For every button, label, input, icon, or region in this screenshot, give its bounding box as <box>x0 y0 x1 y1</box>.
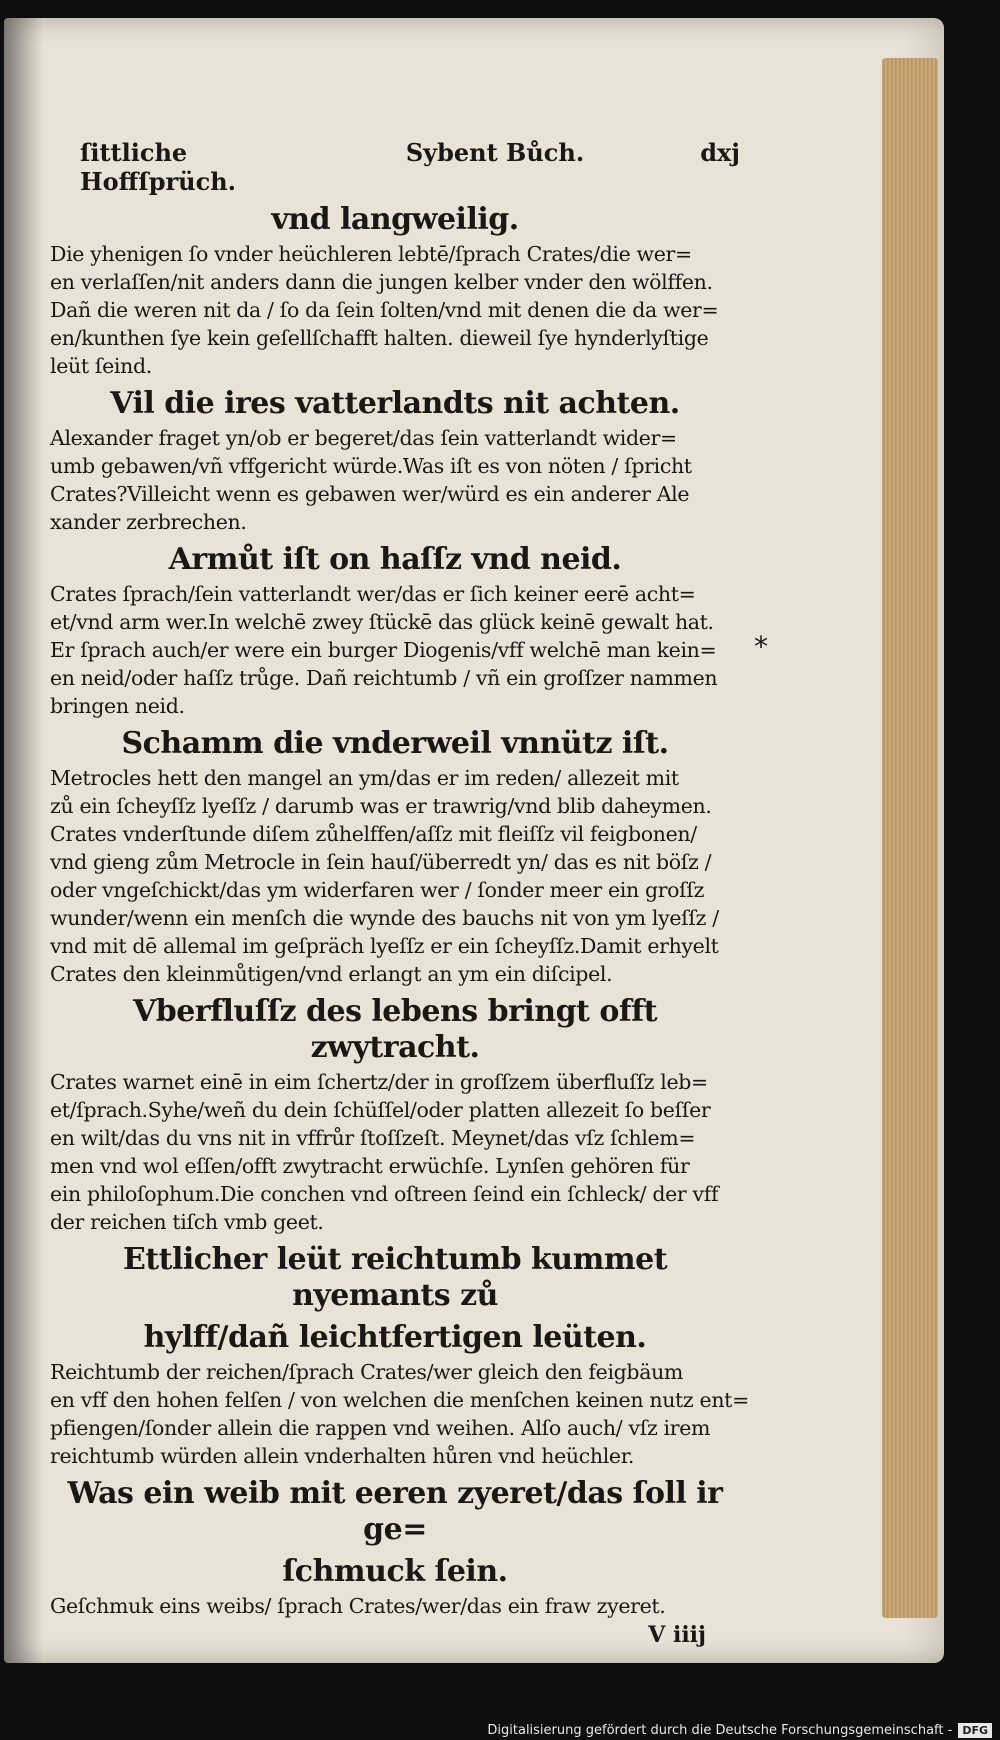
text-line: wunder/wenn ein menſch die wynde des bauchs nit von ym lyeſſz / <box>50 906 719 930</box>
text-line: Crates den kleinmůtigen/vnd erlangt an ym ein diſcipel. <box>50 962 613 986</box>
text-line: et/ſprach.Syhe/weñ du dein ſchüſſel/oder platten allezeit ſo beſſer <box>50 1098 711 1122</box>
text-line: vnd gieng zům Metrocle in ſein hauſ/überredt yn/ das es nit böſz / <box>50 850 712 874</box>
text-line: umb gebawen/vñ vffgericht würde.Was iſt es von nöten / ſpricht <box>50 454 692 478</box>
text-line: Alexander fraget yn/ob er begeret/das ſein vatterlandt wider= <box>50 426 677 450</box>
section <box>50 726 740 988</box>
section-heading: Schamm die vnderweil vnnütz iſt. <box>121 726 669 761</box>
footer-text: Digitalisierung gefördert durch die Deutsche Forschungsgemeinschaft - <box>487 1723 953 1738</box>
running-head <box>80 138 740 196</box>
section-heading: Vberfluſſz des lebens bringt offt zwytracht. <box>132 994 658 1065</box>
section-heading: Vil die ires vatterlandts nit achten. <box>110 386 680 421</box>
text-line: Die yhenigen ſo vnder heüchleren lebtē/ſprach Crates/die wer= <box>50 242 692 266</box>
margin-asterisk: * <box>754 630 768 663</box>
text-line: pfiengen/ſonder allein die rappen vnd weihen. Alſo auch/ vſz irem <box>50 1416 711 1440</box>
section <box>50 1242 749 1470</box>
text-line: Crates vnderſtunde diſem zůhelffen/aſſz mit fleiſſz vil feigbonen/ <box>50 822 697 846</box>
text-line: ein philoſophum.Die conchen vnd oſtreen ſeind ein ſchleck/ der vff <box>50 1182 719 1206</box>
section-heading: Was ein weib mit eeren zyeret/das ſoll ir ge= <box>67 1476 723 1547</box>
signature-mark: V iiij <box>648 1622 706 1648</box>
section <box>50 542 740 720</box>
section-heading-continued: hylff/dañ leichtfertigen leüten. <box>143 1320 647 1355</box>
section-heading: Ettlicher leüt reichtumb kummet nyemants zů <box>122 1242 668 1313</box>
text-line: leüt ſeind. <box>50 354 152 378</box>
section-heading-continued: ſchmuck ſein. <box>282 1554 508 1589</box>
gutter-shadow <box>4 18 44 1663</box>
text-line: vnd mit dē allemal im geſpräch lyeſſz er ein ſcheyſſz.Damit erhyelt <box>50 934 719 958</box>
section <box>50 202 740 380</box>
text-line: en wilt/das du vns nit in vffrůr ſtoſſzeſt. Meynet/das vſz ſchlem= <box>50 1126 696 1150</box>
text-line: Crates ſprach/ſein vatterlandt wer/das er ſich keiner eerē acht= <box>50 582 696 606</box>
text-line: Metrocles hett den mangel an ym/das er im reden/ allezeit mit <box>50 766 679 790</box>
dfg-logo: DFG <box>958 1723 992 1738</box>
text-line: en neid/oder haſſz trůge. Dañ reichtumb / vñ ein groſſzer nammen <box>50 666 718 690</box>
digitization-footer <box>487 1723 992 1738</box>
text-line: et/vnd arm wer.In welchē zwey ſtückē das glück keinē gewalt hat. <box>50 610 714 634</box>
section <box>50 1476 740 1620</box>
text-line: Crates warnet einē in eim ſchertz/der in groſſzem überfluſſz leb= <box>50 1070 708 1094</box>
text-line: xander zerbrechen. <box>50 510 247 534</box>
text-line: en verlaſſen/nit anders dann die jungen kelber vnder den wölffen. <box>50 270 713 294</box>
running-head-left: ſittliche Hoffſprüch. <box>80 138 236 196</box>
section <box>50 994 740 1236</box>
text-line: en/kunthen ſye kein geſellſchafft halten. dieweil ſye hynderlyſtige <box>50 326 709 350</box>
text-line: Dañ die weren nit da / ſo da ſein ſolten/vnd mit denen die da wer= <box>50 298 719 322</box>
text-line: Geſchmuk eins weibs/ ſprach Crates/wer/das ein fraw zyeret. <box>50 1594 666 1618</box>
book-page <box>4 18 944 1663</box>
text-line: Reichtumb der reichen/ſprach Crates/wer gleich den feigbäum <box>50 1360 684 1384</box>
text-line: Crates?Villeicht wenn es gebawen wer/würd es ein anderer Ale <box>50 482 690 506</box>
text-line: en vff den hohen felſen / von welchen die menſchen keinen nutz ent= <box>50 1388 749 1412</box>
text-line: zů ein ſcheyſſz lyeſſz / darumb was er trawrig/vnd blib daheymen. <box>50 794 712 818</box>
section-heading: vnd langweilig. <box>271 202 519 237</box>
section-heading: Armůt iſt on haſſz vnd neid. <box>168 542 622 577</box>
running-head-center: Sybent Bůch. <box>405 138 585 167</box>
text-line: oder vngeſchickt/das ym widerfaren wer / ſonder meer ein groſſz <box>50 878 705 902</box>
section <box>50 386 740 536</box>
page-edge <box>882 58 938 1618</box>
page-text <box>50 138 749 1648</box>
text-line: reichtumb würden allein vnderhalten hůren vnd heüchler. <box>50 1444 635 1468</box>
folio-number: dxj <box>700 138 740 167</box>
text-line: Er ſprach auch/er were ein burger Diogenis/vff welchē man kein= <box>50 638 717 662</box>
text-line: der reichen tiſch vmb geet. <box>50 1210 324 1234</box>
text-line: men vnd wol eſſen/offt zwytracht erwüchſe. Lynſen gehören für <box>50 1154 690 1178</box>
text-line: bringen neid. <box>50 694 185 718</box>
